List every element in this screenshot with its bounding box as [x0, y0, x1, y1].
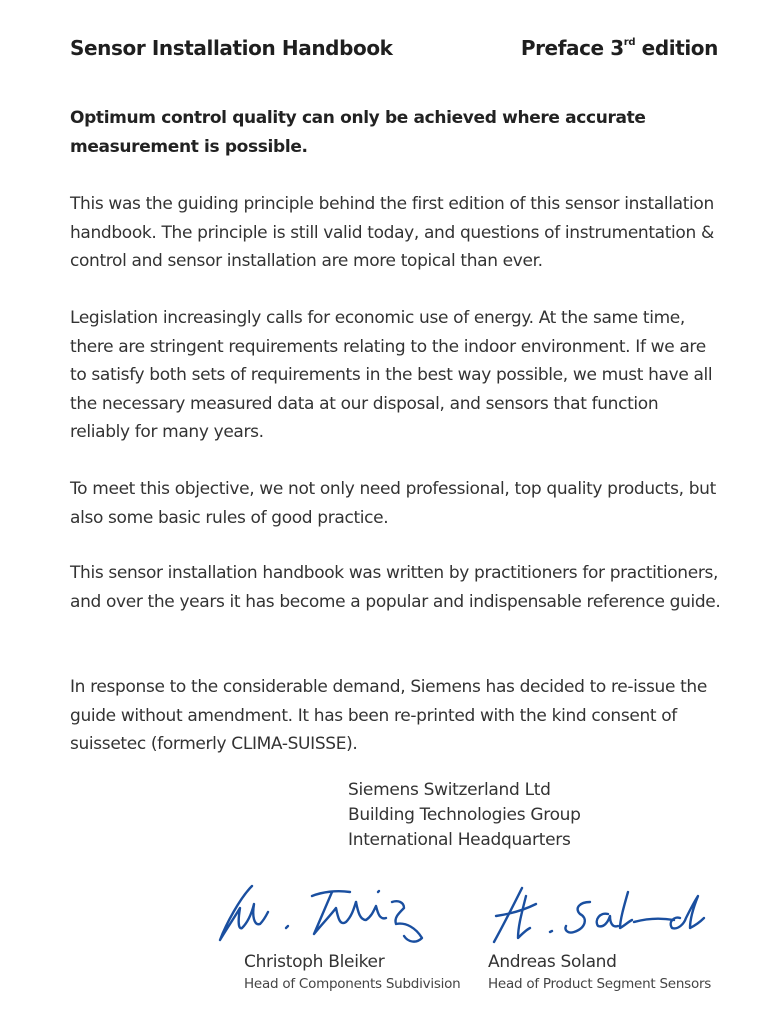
page-header — [70, 36, 718, 66]
handbook-title: Sensor Installation Handbook — [70, 36, 393, 60]
paragraph-1: This was the guiding principle behind the first edition of this sensor installation handbook. The principle is still valid today, and questions of instrumentation & control and sensor installation are more topical than ever. — [70, 194, 714, 271]
signer-bleiker — [244, 952, 460, 992]
company-name: Siemens Switzerland Ltd — [348, 780, 551, 800]
signer-role: Head of Product Segment Sensors — [488, 976, 712, 992]
company-location: International Headquarters — [348, 830, 571, 850]
signer-soland — [488, 952, 711, 992]
preface-edition-label — [521, 36, 718, 60]
signer-name: Andreas Soland — [488, 952, 617, 972]
preface-prefix: Preface 3 — [520, 36, 624, 60]
paragraph-2: Legislation increasingly calls for economic use of energy. At the same time, there are stringent requirements relating to the indoor environment. If we are to satisfy both sets of requirements in the best way possible, we must have all the necessary measured data at our disposal, and sensors that function reliably for many years. — [70, 308, 713, 442]
paragraph-4: This sensor installation handbook was written by practitioners for practitioners, and over the years it has become a popular and indispensable reference guide. — [70, 563, 721, 612]
signer-name: Christoph Bleiker — [244, 952, 385, 972]
company-address-block — [348, 778, 581, 853]
lead-statement: Optimum control quality can only be achieved where accurate measurement is possible. — [70, 108, 646, 157]
paragraph-5: In response to the considerable demand, Siemens has decided to re-issue the guide without amendment. It has been re-printed with the kind consent of suissetec (formerly CLIMA-SUISSE). — [70, 677, 707, 754]
signer-role: Head of Components Subdivision — [244, 976, 461, 992]
preface-suffix: edition — [635, 36, 718, 60]
signature-soland — [488, 884, 718, 946]
paragraph-3: To meet this objective, we not only need professional, top quality products, but also some basic rules of good practice. — [70, 479, 716, 528]
ordinal-superscript: rd — [623, 37, 636, 49]
company-group: Building Technologies Group — [348, 805, 581, 825]
signature-bleiker — [212, 878, 450, 950]
